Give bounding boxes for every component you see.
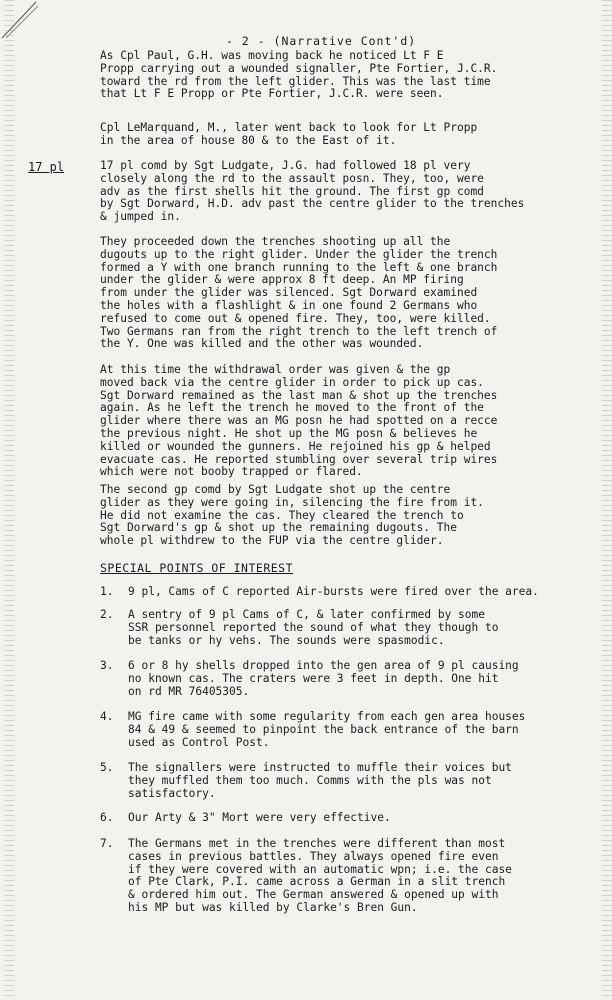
narrative-line: killed or wounded the gunners. He rejoined his gp & helped [100, 439, 491, 453]
narrative-line: & jumped in. [100, 210, 181, 224]
point-line: A sentry of 9 pl Cams of C, & later confirmed by some [128, 608, 485, 621]
point-line: no known cas. The craters were 3 feet in depth. One hit [128, 671, 499, 685]
narrative-line: formed a Y with one branch running to the left & one branch [100, 260, 498, 274]
narrative-line: that Lt F E Propp or Pte Fortier, J.C.R. were seen. [100, 87, 444, 101]
point-line: 9 pl, Cams of C reported Air-bursts were fired over the area. [128, 585, 539, 598]
point-line: of Pte Clark, P.I. came across a German in a slit trench [128, 875, 506, 889]
point-line: 84 & 49 & seemed to pinpoint the back entrance of the barn [128, 722, 519, 736]
scan-speckle-left [4, 0, 14, 1000]
point-line: his MP but was killed by Clarke's Bren Gun. [128, 901, 418, 914]
point-number: 4. [100, 710, 114, 723]
narrative-line: the Y. One was killed and the other was wounded. [100, 337, 424, 351]
narrative-line: by Sgt Dorward, H.D. adv past the centre glider to the trenches [100, 197, 525, 211]
point-line: used as Control Post. [128, 735, 270, 749]
point-line: if they were covered with an automatic wpn; i.e. the case [128, 862, 512, 876]
narrative-line: glider where there was an MG posn he had spotted on a recce [100, 414, 498, 428]
narrative-line: adv as the first shells hit the ground. The first gp comd [100, 184, 484, 198]
page-header: - 2 - (Narrative Cont'd) [226, 34, 417, 48]
point-number: 1. [100, 585, 114, 598]
narrative-line: which were not booby trapped or flared. [100, 465, 363, 479]
point-line: MG fire came with some regularity from each gen area houses [128, 710, 526, 723]
point-line: The Germans met in the trenches were different than most [128, 837, 506, 850]
narrative-line: Two Germans ran from the right trench to the left trench of [100, 324, 498, 338]
special-points-heading: SPECIAL POINTS OF INTEREST [100, 561, 294, 575]
point-line: Our Arty & 3" Mort were very effective. [128, 811, 391, 824]
point-number: 3. [100, 659, 114, 672]
narrative-line: He did not examine the cas. They cleared the trench to [100, 508, 464, 522]
narrative-line: Sgt Dorward's gp & shot up the remaining dugouts. The [100, 521, 457, 535]
narrative-line: the previous night. He shot up the MG posn & believes he [100, 427, 478, 440]
point-line: The signallers were instructed to muffle their voices but [128, 761, 512, 774]
point-line: satisfactory. [128, 786, 216, 800]
point-line: SSR personnel reported the sound of what they though to [128, 620, 499, 634]
narrative-line: refused to come out & opened fire. They, too, were killed. [100, 311, 491, 325]
point-number: 5. [100, 761, 114, 774]
narrative-line: They proceeded down the trenches shooting up all the [100, 235, 451, 248]
narrative-line: At this time the withdrawal order was given & the gp [100, 363, 451, 376]
narrative-line: in the area of house 80 & to the East of it. [100, 133, 397, 147]
narrative-line: moved back via the centre glider in order to pick up cas. [100, 375, 484, 389]
narrative-line: the holes with a flashlight & in one found 2 Germans who [100, 299, 478, 312]
narrative-line: closely along the rd to the assault posn. They, too, were [100, 171, 484, 185]
narrative-line: again. As he left the trench he moved to the front of the [100, 401, 484, 415]
scan-speckle-right [602, 0, 612, 1000]
point-line: cases in previous battles. They always opened fire even [128, 849, 499, 863]
narrative-line: Propp carrying out a wounded signaller, Pte Fortier, J.C.R. [100, 61, 498, 75]
point-line: they muffled them too much. Comms with the pls was not [128, 773, 492, 787]
point-line: & ordered him out. The German answered & opened up with [128, 888, 499, 902]
narrative-line: The second gp comd by Sgt Ludgate shot up the centre [100, 483, 451, 496]
narrative-line: under the glider & were approx 8 ft deep. An MP firing [100, 273, 464, 287]
narrative-line: 17 pl comd by Sgt Ludgate, J.G. had followed 18 pl very [100, 159, 471, 172]
point-number: 2. [100, 608, 114, 621]
point-number: 6. [100, 811, 114, 824]
narrative-line: whole pl withdrew to the FUP via the centre glider. [100, 534, 444, 548]
point-line: on rd MR 76405305. [128, 684, 250, 698]
narrative-line: Sgt Dorward remained as the last man & shot up the trenches [100, 388, 498, 402]
narrative-line: Cpl LeMarquand, M., later went back to look for Lt Propp [100, 121, 478, 134]
narrative-line: dugouts up to the right glider. Under the glider the trench [100, 247, 498, 261]
narrative-line: glider as they were going in, silencing the fire from it. [100, 495, 484, 509]
narrative-line: As Cpl Paul, G.H. was moving back he noticed Lt F E [100, 49, 444, 62]
point-line: 6 or 8 hy shells dropped into the gen area of 9 pl causing [128, 659, 519, 672]
point-line: be tanks or hy vehs. The sounds were spasmodic. [128, 633, 445, 647]
point-number: 7. [100, 837, 114, 850]
narrative-line: toward the rd from the left glider. This was the last time [100, 74, 491, 88]
narrative-line: evacuate cas. He reported stumbling over several trip wires [100, 452, 498, 466]
platoon-margin-label: 17 pl [28, 160, 65, 174]
narrative-line: from under the glider was silenced. Sgt Dorward examined [100, 286, 478, 300]
